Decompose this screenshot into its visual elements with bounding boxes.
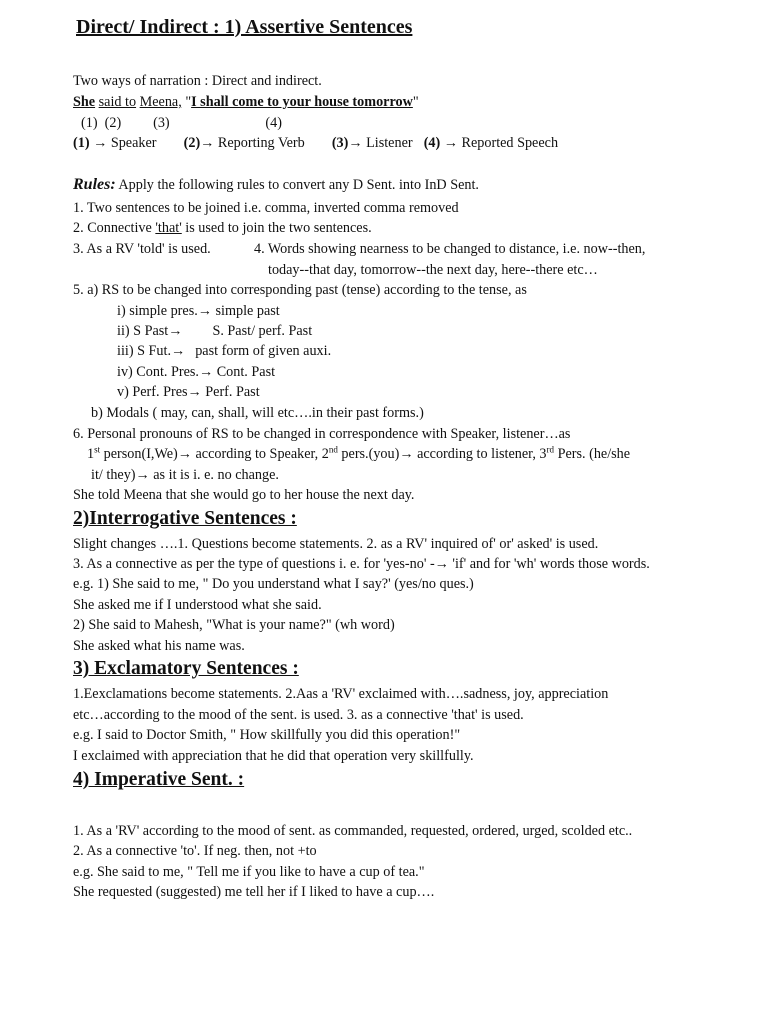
exclamatory-line-4: I exclaimed with appreciation that he did that operation very skillfully.: [73, 748, 474, 764]
example-result: She told Meena that she would go to her house the next day.: [73, 487, 415, 503]
key-3-text: → Listener: [348, 135, 413, 151]
rule-1: 1. Two sentences to be joined i.e. comma, inverted comma removed: [73, 200, 459, 216]
tense-2-to: S. Past/ perf. Past: [212, 323, 313, 339]
imperative-line-2: 2. As a connective 'to'. If neg. then, not +to: [73, 843, 317, 859]
key-1-number: (1): [73, 135, 90, 151]
key-4-text: → Reported Speech: [440, 135, 559, 151]
key-2-number: (2): [183, 135, 201, 151]
rule-3: 3. As a RV 'told' is used.: [73, 241, 211, 257]
interrogative-line-3: e.g. 1) She said to me, " Do you understand what I say?' (yes/no ques.): [73, 576, 474, 592]
pronoun-1: 1: [87, 446, 95, 462]
interrogative-line-4: She asked me if I understood what she said.: [73, 597, 322, 613]
tense-1: i) simple pres.→ simple past: [117, 303, 280, 319]
key-4-number: (4): [423, 135, 441, 151]
pronoun-1-text: person(I,We)→ according to Speaker, 2: [100, 446, 329, 462]
example-speaker: She: [73, 94, 96, 110]
exclamatory-line-3: e.g. I said to Doctor Smith, " How skillfully you did this operation!": [73, 727, 461, 743]
heading-exclamatory: 3) Exclamatory Sentences :: [73, 658, 299, 679]
pronoun-line-2: it/ they)→ as it is i. e. no change.: [91, 467, 279, 483]
parts-key: [73, 134, 558, 152]
rule-2: [73, 219, 372, 237]
rule-5b: b) Modals ( may, can, shall, will etc….in their past forms.): [91, 405, 424, 421]
rules-label: Rules:: [73, 176, 116, 193]
tense-2-from: ii) S Past→: [117, 323, 183, 339]
key-2-text: → Reporting Verb: [200, 135, 305, 151]
example-reporting-verb: said to: [98, 94, 137, 110]
sup-st: st: [94, 444, 101, 455]
rules-text: Apply the following rules to convert any D Sent. into InD Sent.: [115, 177, 479, 193]
intro-line: Two ways of narration : Direct and indirect.: [73, 73, 322, 89]
rule-2-c: is used to join the two sentences.: [181, 220, 372, 236]
tense-3-from: iii) S Fut.→: [117, 343, 186, 359]
interrogative-line-1: Slight changes ….1. Questions become statements. 2. as a RV' inquired of' or' asked' is used.: [73, 536, 599, 552]
example-listener: Meena,: [139, 94, 182, 110]
imperative-line-3: e.g. She said to me, " Tell me if you like to have a cup of tea.": [73, 864, 425, 880]
pronoun-line: [87, 445, 630, 463]
quote-close: ": [412, 94, 419, 110]
interrogative-line-5: 2) She said to Mahesh, "What is your name?" (wh word): [73, 617, 395, 633]
heading-interrogative: 2)Interrogative Sentences :: [73, 508, 297, 529]
tense-3-to: past form of given auxi.: [195, 343, 332, 359]
heading-imperative: 4) Imperative Sent. :: [73, 769, 245, 790]
rule-4: 4. Words showing nearness to be changed to distance, i.e. now--then,: [254, 241, 646, 257]
quote-open: ": [181, 94, 192, 110]
exclamatory-line-2: etc…according to the mood of the sent. is used. 3. as a connective 'that' is used.: [73, 707, 524, 723]
rule-4-continued: today--that day, tomorrow--the next day, here--there etc…: [268, 262, 598, 278]
interrogative-line-6: She asked what his name was.: [73, 638, 245, 654]
example-sentence: [73, 93, 419, 111]
pronoun-3-text: Pers. (he/she: [554, 446, 631, 462]
rule-2-a: 2. Connective: [73, 220, 156, 236]
sup-rd: rd: [546, 444, 555, 455]
rule-2-connective: 'that': [155, 220, 182, 236]
tense-3: [117, 342, 331, 360]
rules-line: [73, 176, 479, 194]
imperative-line-4: She requested (suggested) me tell her if I liked to have a cup….: [73, 884, 435, 900]
tense-5: v) Perf. Pres→ Perf. Past: [117, 384, 260, 400]
rule-5a: 5. a) RS to be changed into corresponding past (tense) according to the tense, as: [73, 282, 527, 298]
imperative-line-1: 1. As a 'RV' according to the mood of sent. as commanded, requested, ordered, urged, scolded etc..: [73, 823, 633, 839]
interrogative-line-2: 3. As a connective as per the type of questions i. e. for 'yes-no' -→ 'if' and for 'wh' words those words.: [73, 556, 650, 572]
key-1-text: → Speaker: [89, 135, 157, 151]
rule-6: 6. Personal pronouns of RS to be changed in correspondence with Speaker, listener…as: [73, 426, 571, 442]
tense-2: [117, 322, 312, 340]
pronoun-2-text: pers.(you)→ according to listener, 3: [337, 446, 547, 462]
exclamatory-line-1: 1.Eexclamations become statements. 2.Aas a 'RV' exclaimed with….sadness, joy, appreciation: [73, 686, 609, 702]
key-3-number: (3): [331, 135, 349, 151]
example-reported-speech: I shall come to your house tomorrow: [191, 94, 413, 110]
sup-nd: nd: [328, 444, 338, 455]
part-numbers: (1) (2) (3) (4): [81, 115, 282, 131]
page-title: Direct/ Indirect : 1) Assertive Sentences: [76, 16, 413, 38]
tense-4: iv) Cont. Pres.→ Cont. Past: [117, 364, 276, 380]
